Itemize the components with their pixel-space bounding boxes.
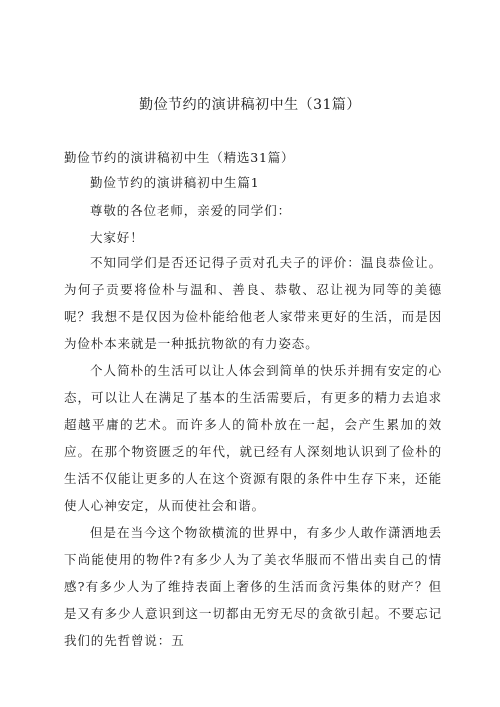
section-heading: 勤俭节约的演讲稿初中生篇1 xyxy=(90,175,260,190)
paragraph-1: 不知同学们是否还记得子贡对孔夫子的评价：温良恭俭让。为何子贡要将俭朴与温和、善良、恭敬、忍让视为同等的美德呢？我想不是仅因为俭朴能给他老人家带来更好的生活，而是因为俭朴本来就是一种抵抗物欲的有力姿态。 xyxy=(64,255,442,351)
paragraph-3: 但是在当今这个物欲横流的世界中，有多少人敢作潇洒地丢下尚能使用的物件?有多少人为了美衣华服而不惜出卖自己的情感?有多少人为了维持表面上奢侈的生活而贪污集体的财产？但是又有多少人意识到这一切都由无穷无尽的贪欲引起。不要忘记我们的先哲曾说：五 xyxy=(64,525,442,648)
paragraph-2: 个人简朴的生活可以让人体会到简单的快乐并拥有安定的心态，可以让人在满足了基本的生活需要后，有更多的精力去追求超越平庸的艺术。而许多人的简朴放在一起，会产生累加的效应。在那个物资匮乏的年代，就已经有人深刻地认识到了俭朴的生活不仅能让更多的人在这个资源有限的条件中生存下来，还能使人心神安定，从而使社会和谐。 xyxy=(64,363,442,513)
salutation: 尊敬的各位老师，亲爱的同学们： xyxy=(90,203,292,218)
document-title: 勤俭节约的演讲稿初中生（31篇） xyxy=(139,97,361,113)
document-subtitle: 勤俭节约的演讲稿初中生（精选31篇） xyxy=(64,150,295,165)
greeting: 大家好！ xyxy=(90,230,144,245)
